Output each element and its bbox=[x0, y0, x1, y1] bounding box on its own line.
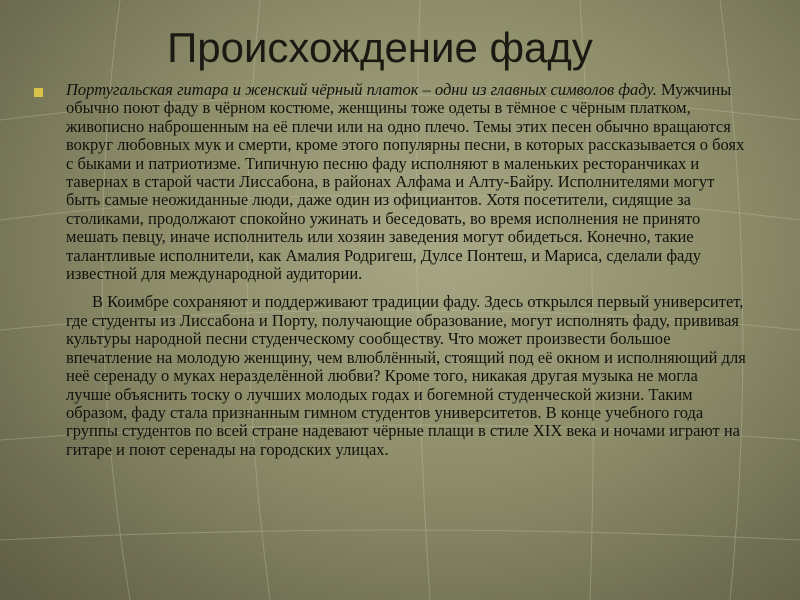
slide-body bbox=[34, 81, 746, 459]
slide-title: Происхождение фаду bbox=[167, 24, 593, 71]
paragraph-1-rest: Мужчины обычно поют фаду в чёрном костюме, женщины тоже одеты в тёмное с чёрным платком, живописно наброшенным на её плечи или на одно плечо. Темы этих песен обычно вращаются вокруг любовных мук и смерти, кроме этого популярны песни, в которых рассказывается о боях с быками и патриотизме. Типичную песню фаду исполняют в маленьких ресторанчиках и тавернах в старой части Лиссабона, в районах Алфама и Алту-Байру. Исполнителями могут быть самые неожиданные люди, даже один из официантов. Хотя посетители, сидящие за столиками, продолжают спокойно ужинать и беседовать, во время исполнения не принято мешать певцу, иначе исполнитель или хозяин заведения могут обидеться. Конечно, такие талантливые исполнители, как Амалия Родригеш, Дулсе Понтеш, и Мариса, сделали фаду известной для международной аудитории. bbox=[66, 80, 745, 284]
paragraph-1-italic: Португальская гитара и женский чёрный платок – одни из главных символов фаду. bbox=[66, 80, 657, 99]
square-bullet-icon bbox=[34, 88, 43, 97]
bullet-item bbox=[34, 81, 746, 283]
paragraph-1 bbox=[66, 81, 746, 283]
paragraph-2: В Коимбре сохраняют и поддерживают традиции фаду. Здесь открылся первый университет, где студенты из Лиссабона и Порту, получающие образование, могут исполнять фаду, прививая культуры народной песни студенческому сообществу. Что может произвести большое впечатление на молодую женщину, чем влюблённый, стоящий под её окном и исполняющий для неё серенаду о муках неразделённой любви? Кроме того, никакая другая музыка не могла лучше объяснить тоску о лучших молодых годах и богемной студенческой жизни. Таким образом, фаду стала признанным гимном студентов университетов. В конце учебного года группы студентов по всей стране надевают чёрные плащи в стиле XIX века и ночами играют на гитаре и поют серенады на городских улицах. bbox=[66, 292, 746, 459]
